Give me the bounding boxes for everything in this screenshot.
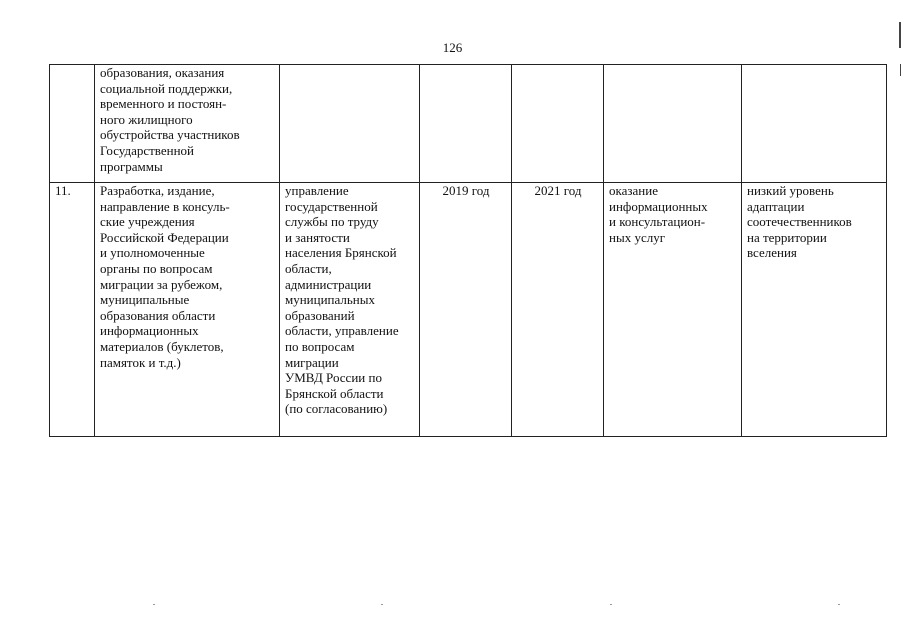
table-row <box>50 183 887 437</box>
executor-cell <box>280 65 420 183</box>
scan-speck <box>381 604 383 605</box>
scan-speck <box>153 604 155 605</box>
activity-title-cell: образования, оказания социальной поддержки, временного и постоян- ного жилищного обустройства участников Государственной программы <box>95 65 280 183</box>
start-year-cell <box>420 65 512 183</box>
page-number: 126 <box>442 40 463 55</box>
expected-result-cell: оказание информационных и консультацион- ных услуг <box>604 183 742 437</box>
activity-title-cell: Разработка, издание, направление в консуль- ские учреждения Российской Федерации и уполномоченные органы по вопросам миграции за рубежом, муниципальные образования области информационных материалов (буклетов, памяток и т.д.) <box>95 183 280 437</box>
scan-speck <box>610 604 612 605</box>
executor-cell: управление государственной службы по труду и занятости населения Брянской области, администрации муниципальных образований области, управление по вопросам миграции УМВД России по Брянской области (по согласованию) <box>280 183 420 437</box>
scan-speck <box>838 604 840 605</box>
scan-edge-mark <box>899 22 901 48</box>
risk-cell <box>742 65 887 183</box>
risk-cell: низкий уровень адаптации соотечественников на территории вселения <box>742 183 887 437</box>
row-number-cell <box>50 65 95 183</box>
end-year-cell <box>512 65 604 183</box>
program-activities-table <box>49 64 887 437</box>
row-number-cell: 11. <box>50 183 95 437</box>
start-year-cell: 2019 год <box>420 183 512 437</box>
table-row <box>50 65 887 183</box>
expected-result-cell <box>604 65 742 183</box>
end-year-cell: 2021 год <box>512 183 604 437</box>
scan-edge-mark <box>900 64 901 76</box>
